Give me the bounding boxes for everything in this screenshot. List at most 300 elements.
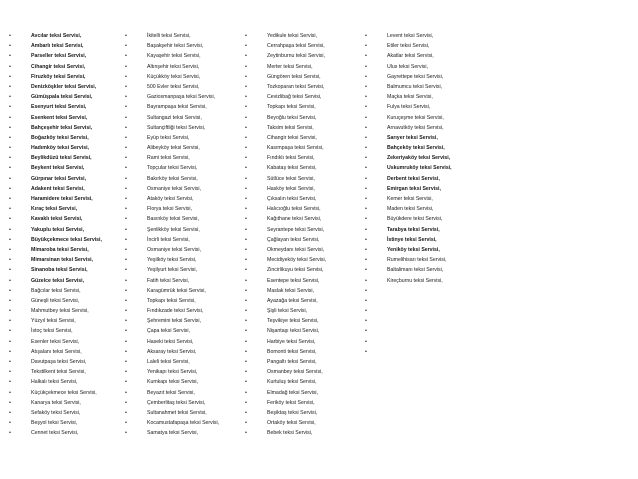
list-item-text: Büyükçekmece teksi Servisi, [31,236,102,243]
list-item-text: Tozkoparan teksi Servisi, [267,83,325,90]
list-item-text: Basınköy teksi Servisi, [147,216,199,223]
bullet-icon: • [125,246,127,253]
list-item-text: Şenlikköy teksi Servisi, [147,226,200,233]
list-item [365,163,483,173]
bullet-icon: • [245,196,247,202]
bullet-icon: • [9,328,11,335]
bullet-icon: • [9,267,11,274]
list-item [245,357,363,367]
bullet-icon: • [125,175,127,182]
bullet-icon: • [9,155,11,162]
list-item-text: Kavaklı teksi Servisi, [31,216,83,223]
list-item-text: Haseki teksi Servisi, [147,338,194,345]
list-item [125,41,243,51]
list-item-text: Yeşilyurt teksi Servisi, [147,267,197,274]
list-item [125,408,243,418]
list-item [9,133,121,143]
list-item [365,276,483,286]
bullet-icon: • [245,185,247,192]
list-item [245,276,363,286]
list-item-text: Sultançiftliği teksi Servisi, [147,124,206,131]
list-item-text: Fındıklı teksi Servisi, [267,155,315,162]
list-item [245,204,363,214]
bullet-icon: • [125,389,127,396]
list-item [245,418,363,428]
list-item-text: Kasımpaşa teksi Servisi, [267,145,324,152]
bullet-icon: • [245,94,247,101]
list-item [9,123,121,133]
bullet-icon: • [125,226,127,233]
list-item [125,347,243,357]
bullet-icon: • [125,277,127,284]
bullet-icon: • [245,73,247,80]
list-item-text: Osmaniye teksi Servisi, [147,246,201,253]
list-item-text: Beylikdüzü teksi Servisi, [31,155,92,162]
bullet-icon: • [245,165,247,172]
list-item [125,286,243,296]
list-item [245,113,363,123]
list-item [245,41,363,51]
list-item-text: Kurtuluş teksi Servisi, [267,379,317,386]
list-item [245,92,363,102]
list-item-text: Bahçeköy teksi Servisi, [387,145,445,152]
list-item-text: Fatih teksi Servisi, [147,277,190,284]
list-item-text: Kumkapı teksi Servisi, [147,379,199,386]
list-item-text: Eyüp teksi Servisi, [147,134,190,141]
list-item-text: Rami teksi Servisi, [147,155,190,162]
list-item-text: Sinanoba teksi Servisi, [31,267,88,274]
bullet-icon: • [365,63,367,70]
list-item-text: Arnavutköy teksi Servisi, [387,124,444,131]
list-item-text: Teşvikiye teksi Servisi, [267,318,319,325]
bullet-icon: • [9,257,11,264]
bullet-icon: • [125,369,127,376]
list-item-text: Yenikapı teksi Servisi, [147,369,198,376]
bullet-icon: • [125,196,127,202]
list-item [125,72,243,82]
list-item-text: Mimarsinan teksi Servisi, [31,257,93,264]
list-item [125,214,243,224]
bullet-icon: • [9,206,11,213]
list-item-text: Güngören teksi Servisi, [267,73,321,80]
list-item-text: Cerrahpaşa teksi Servisi, [267,43,325,50]
list-item-text: Pangaltı teksi Servisi, [267,359,317,365]
bullet-icon: • [9,379,11,386]
list-item-text: İkitelli teksi Servisi, [147,33,191,39]
list-item [245,214,363,224]
list-item [365,153,483,163]
bullet-icon: • [365,308,367,315]
list-item [125,418,243,428]
list-item-text: Alibeyköy teksi Servisi, [147,145,200,152]
bullet-icon: • [245,338,247,345]
bullet-icon: • [9,185,11,192]
bullet-icon: • [9,430,11,437]
bullet-icon: • [245,409,247,416]
list-item-text: Balmumcu teksi Servisi, [387,83,443,90]
bullet-icon: • [245,318,247,325]
list-item-text: Davutpaşa teksi Servisi, [31,359,87,365]
list-item-text: Yakuplu teksi Servisi, [31,226,85,233]
bullet-icon: • [125,267,127,274]
bullet-icon: • [245,175,247,182]
list-item-text: Akatlar teksi Servisi, [387,53,434,60]
list-item-text: Topkapı teksi Servisi, [147,297,196,304]
list-item [245,133,363,143]
list-item [245,82,363,92]
bullet-icon: • [9,318,11,325]
list-item [245,235,363,245]
bullet-icon: • [9,236,11,243]
list-item-text: Denizköşkler teksi Servisi, [31,83,97,90]
list-item-text: Hasköy teksi Servisi, [267,185,315,192]
list-item [125,194,243,204]
list-item [365,143,483,153]
bullet-icon: • [365,257,367,264]
list-item-text: Tekstilkent teksi Servisi, [31,369,86,376]
list-item-text: Firuzköy teksi Servisi, [31,73,86,80]
list-item [245,174,363,184]
list-item [9,296,121,306]
bullet-icon: • [245,53,247,60]
list-item-text: Sultangazi teksi Servisi, [147,114,202,121]
bullet-icon: • [125,165,127,172]
bullet-icon: • [9,94,11,101]
list-item-text: Sefaköy teksi Servisi, [31,409,81,416]
list-item-text: İstoç teksi Servisi, [31,328,73,335]
list-item-text: Esenkent teksi Servisi, [31,114,88,121]
list-item [125,367,243,377]
list-item-text: Topkapı teksi Servisi, [267,104,316,111]
bullet-icon: • [9,389,11,396]
list-item [245,153,363,163]
list-item [365,225,483,235]
list-item-text: Samatya teksi Servisi, [147,430,199,437]
list-item-text: Elmadağ teksi Servisi, [267,389,319,396]
list-item-text: Zincirlikuyu teksi Servisi, [267,267,324,274]
bullet-icon: • [365,155,367,162]
bullet-icon: • [245,379,247,386]
list-item [245,306,363,316]
bullet-icon: • [245,226,247,233]
bullet-icon: • [245,145,247,152]
list-item [125,316,243,326]
bullet-icon: • [245,43,247,50]
list-item [245,123,363,133]
bullet-icon: • [245,267,247,274]
bullet-icon: • [9,196,11,202]
list-item-text: Maden teksi Servisi, [387,206,434,213]
bullet-icon: • [9,83,11,90]
bullet-icon: • [125,114,127,121]
list-item-text: Feriköy teksi Servisi, [267,399,315,406]
list-item [9,408,121,418]
list-item [125,265,243,275]
list-item-text: Uskumruköy teksi Servisi, [387,165,452,172]
list-item [245,347,363,357]
list-item [245,367,363,377]
bullet-icon: • [125,83,127,90]
bullet-icon: • [245,308,247,315]
bullet-icon: • [245,216,247,223]
list-item-text: Kuruçeşme teksi Servisi, [387,114,444,121]
bullet-icon: • [9,226,11,233]
list-item [245,31,363,41]
bullet-icon: • [365,287,367,294]
list-item-text: Mahmutbey teksi Servisi, [31,308,89,315]
bullet-icon: • [125,155,127,162]
list-item-text: Halıcıoğlu teksi Servisi, [267,206,321,213]
list-item [9,316,121,326]
list-item [245,225,363,235]
list-item [125,113,243,123]
list-item [125,296,243,306]
list-item-text: Sultanahmet teksi Servisi, [147,409,207,416]
list-item-text: Parseller teksi Servisi, [31,53,87,60]
bullet-icon: • [365,185,367,192]
bullet-icon: • [245,287,247,294]
bullet-icon: • [9,33,11,39]
bullet-icon: • [365,226,367,233]
bullet-icon: • [245,420,247,427]
list-item-text: Bahçeşehir teksi Servisi, [31,124,93,131]
list-item-text: Beyazıt teksi Servisi, [147,389,195,396]
list-item [9,367,121,377]
list-item [125,337,243,347]
list-item-text: Ulus teksi Servisi, [387,63,428,70]
list-item-text: Bomonti teksi Servisi, [267,348,317,355]
list-item-text: Cihangir teksi Servisi, [31,63,86,70]
list-item [245,143,363,153]
list-item [245,265,363,275]
list-item-text: Bayrampaşa teksi Servisi, [147,104,207,111]
list-item [365,306,483,316]
bullet-icon: • [125,297,127,304]
list-item [245,163,363,173]
bullet-icon: • [125,359,127,365]
list-item [9,377,121,387]
bullet-icon: • [125,308,127,315]
list-item [9,347,121,357]
bullet-icon: • [365,246,367,253]
list-item [365,184,483,194]
list-item [365,92,483,102]
list-item-text: Ataköy teksi Servisi, [147,196,194,202]
bullet-icon: • [245,83,247,90]
bullet-icon: • [125,257,127,264]
list-item-text: Yeşilköy teksi Servisi, [147,257,197,264]
list-item [125,255,243,265]
list-item [245,398,363,408]
list-item-text: Kağıthane teksi Servisi, [267,216,322,223]
list-item [9,41,121,51]
list-item-text: Maslak teksi Servisi, [267,287,314,294]
list-item-text: Tarabya teksi Servisi, [387,226,440,233]
column-2 [125,31,243,439]
list-item-text: Çemberlitaş teksi Servisi, [147,399,206,406]
list-item-text: Topçular teksi Servisi, [147,165,198,172]
bullet-icon: • [125,206,127,213]
bullet-icon: • [9,145,11,152]
list-item [125,51,243,61]
bullet-icon: • [125,94,127,101]
list-item-text: Kanarya teksi Servisi, [31,399,81,406]
bullet-icon: • [245,246,247,253]
list-item-text: Zeytinburnu teksi Servisi, [267,53,325,60]
list-item-text: Beşyol teksi Servisi, [31,420,78,427]
bullet-icon: • [365,175,367,182]
list-item [125,133,243,143]
list-item [9,337,121,347]
list-item-text: Emirgan teksi Servisi, [387,185,441,192]
bullet-icon: • [9,297,11,304]
list-item-text: Güzelce teksi Servisi, [31,277,85,284]
bullet-icon: • [245,399,247,406]
list-item [9,184,121,194]
list-item [245,408,363,418]
bullet-icon: • [9,165,11,172]
list-item-text: Beykent teksi Servisi, [31,165,85,172]
bullet-icon: • [125,134,127,141]
list-item-text: Bakırköy teksi Servisi, [147,175,198,182]
column-3 [245,31,363,439]
list-item [9,102,121,112]
list-item [125,245,243,255]
bullet-icon: • [245,124,247,131]
list-item [245,428,363,438]
bullet-icon: • [245,63,247,70]
list-item-text: Altınşehir teksi Servisi, [147,63,200,70]
bullet-icon: • [245,430,247,437]
list-item [245,326,363,336]
list-item-text: Yüzyıl teksi Servisi, [31,318,76,325]
list-item [365,337,483,347]
list-item-text: Güneşli teksi Servisi, [31,297,80,304]
list-item-text: Gayrettepe teksi Servisi, [387,73,444,80]
list-item [245,72,363,82]
list-item [125,123,243,133]
list-item [245,286,363,296]
list-item [125,276,243,286]
list-item [365,326,483,336]
list-item-text: Bebek teksi Servisi, [267,430,313,437]
list-item [9,276,121,286]
list-item [245,388,363,398]
list-item-text: Gümüşpala teksi Servisi, [31,94,93,101]
bullet-icon: • [365,267,367,274]
list-item-text: Cennet teksi Servisi, [31,430,79,437]
list-item-text: Hadımköy teksi Servisi, [31,145,89,152]
bullet-icon: • [125,287,127,294]
list-item-text: Nişantaşı teksi Servisi, [267,328,320,335]
bullet-icon: • [365,318,367,325]
list-item [365,286,483,296]
bullet-icon: • [9,348,11,355]
bullet-icon: • [9,73,11,80]
bullet-icon: • [365,33,367,39]
list-item [9,113,121,123]
bullet-icon: • [9,63,11,70]
list-item-text: Kayaşehir teksi Servisi, [147,53,201,60]
list-item [125,174,243,184]
list-item [125,62,243,72]
bullet-icon: • [125,430,127,437]
bullet-icon: • [365,348,367,355]
list-item [245,316,363,326]
bullet-icon: • [245,359,247,365]
list-item [365,296,483,306]
list-item-text: Halkalı teksi Servisi, [31,379,78,386]
list-item-text: Başakşehir teksi Servisi, [147,43,204,50]
list-item-text: Florya teksi Servisi, [147,206,192,213]
bullet-icon: • [9,104,11,111]
list-item [9,194,121,204]
list-item-text: Ortaköy teksi Servisi, [267,420,316,427]
bullet-icon: • [125,328,127,335]
list-item [125,82,243,92]
list-item [365,31,483,41]
list-item-text: Kemer teksi Servisi, [387,196,433,202]
bullet-icon: • [245,257,247,264]
list-item-text: Seyrantepe teksi Servisi, [267,226,325,233]
bullet-icon: • [9,124,11,131]
list-item [245,102,363,112]
list-item-text: Çıksalın teksi Servisi, [267,196,317,202]
bullet-icon: • [365,328,367,335]
list-item [125,153,243,163]
list-item [125,428,243,438]
list-item [9,398,121,408]
bullet-icon: • [365,297,367,304]
bullet-icon: • [245,297,247,304]
list-item-text: Şehremini teksi Servisi, [147,318,201,325]
list-item [365,316,483,326]
list-item [125,357,243,367]
bullet-icon: • [125,63,127,70]
bullet-icon: • [365,277,367,284]
list-item [9,255,121,265]
list-item-text: Levent teksi Servisi, [387,33,434,39]
list-item-text: Kabataş teksi Servisi, [267,165,317,172]
bullet-icon: • [125,318,127,325]
list-item-text: Karagümrük teksi Servisi, [147,287,206,294]
list-item-text: Atışalanı teksi Servisi, [31,348,82,355]
list-item [365,265,483,275]
list-item-text: Fulya teksi Servisi, [387,104,431,111]
list-item-text: Küçükköy teksi Servisi, [147,73,201,80]
bullet-icon: • [9,338,11,345]
list-item-text: Avcılar teksi Servisi, [31,33,82,39]
list-item-text: Büyükdere teksi Servisi, [387,216,443,223]
list-item-text: Fındıkzade teksi Servisi, [147,308,204,315]
bullet-icon: • [365,83,367,90]
list-item-text: Çağlayan teksi Servisi, [267,236,320,243]
list-item [9,428,121,438]
list-item [365,51,483,61]
list-item-text: Laleli teksi Servisi, [147,359,190,365]
list-item-text: Taksim teksi Servisi, [267,124,314,131]
list-item [125,225,243,235]
bullet-icon: • [245,33,247,39]
list-item [365,123,483,133]
list-item [9,153,121,163]
list-item-text: 500 Evler teksi Servisi, [147,83,200,90]
list-item [125,306,243,316]
list-item [365,102,483,112]
list-item [9,204,121,214]
list-item [9,62,121,72]
bullet-icon: • [125,236,127,243]
